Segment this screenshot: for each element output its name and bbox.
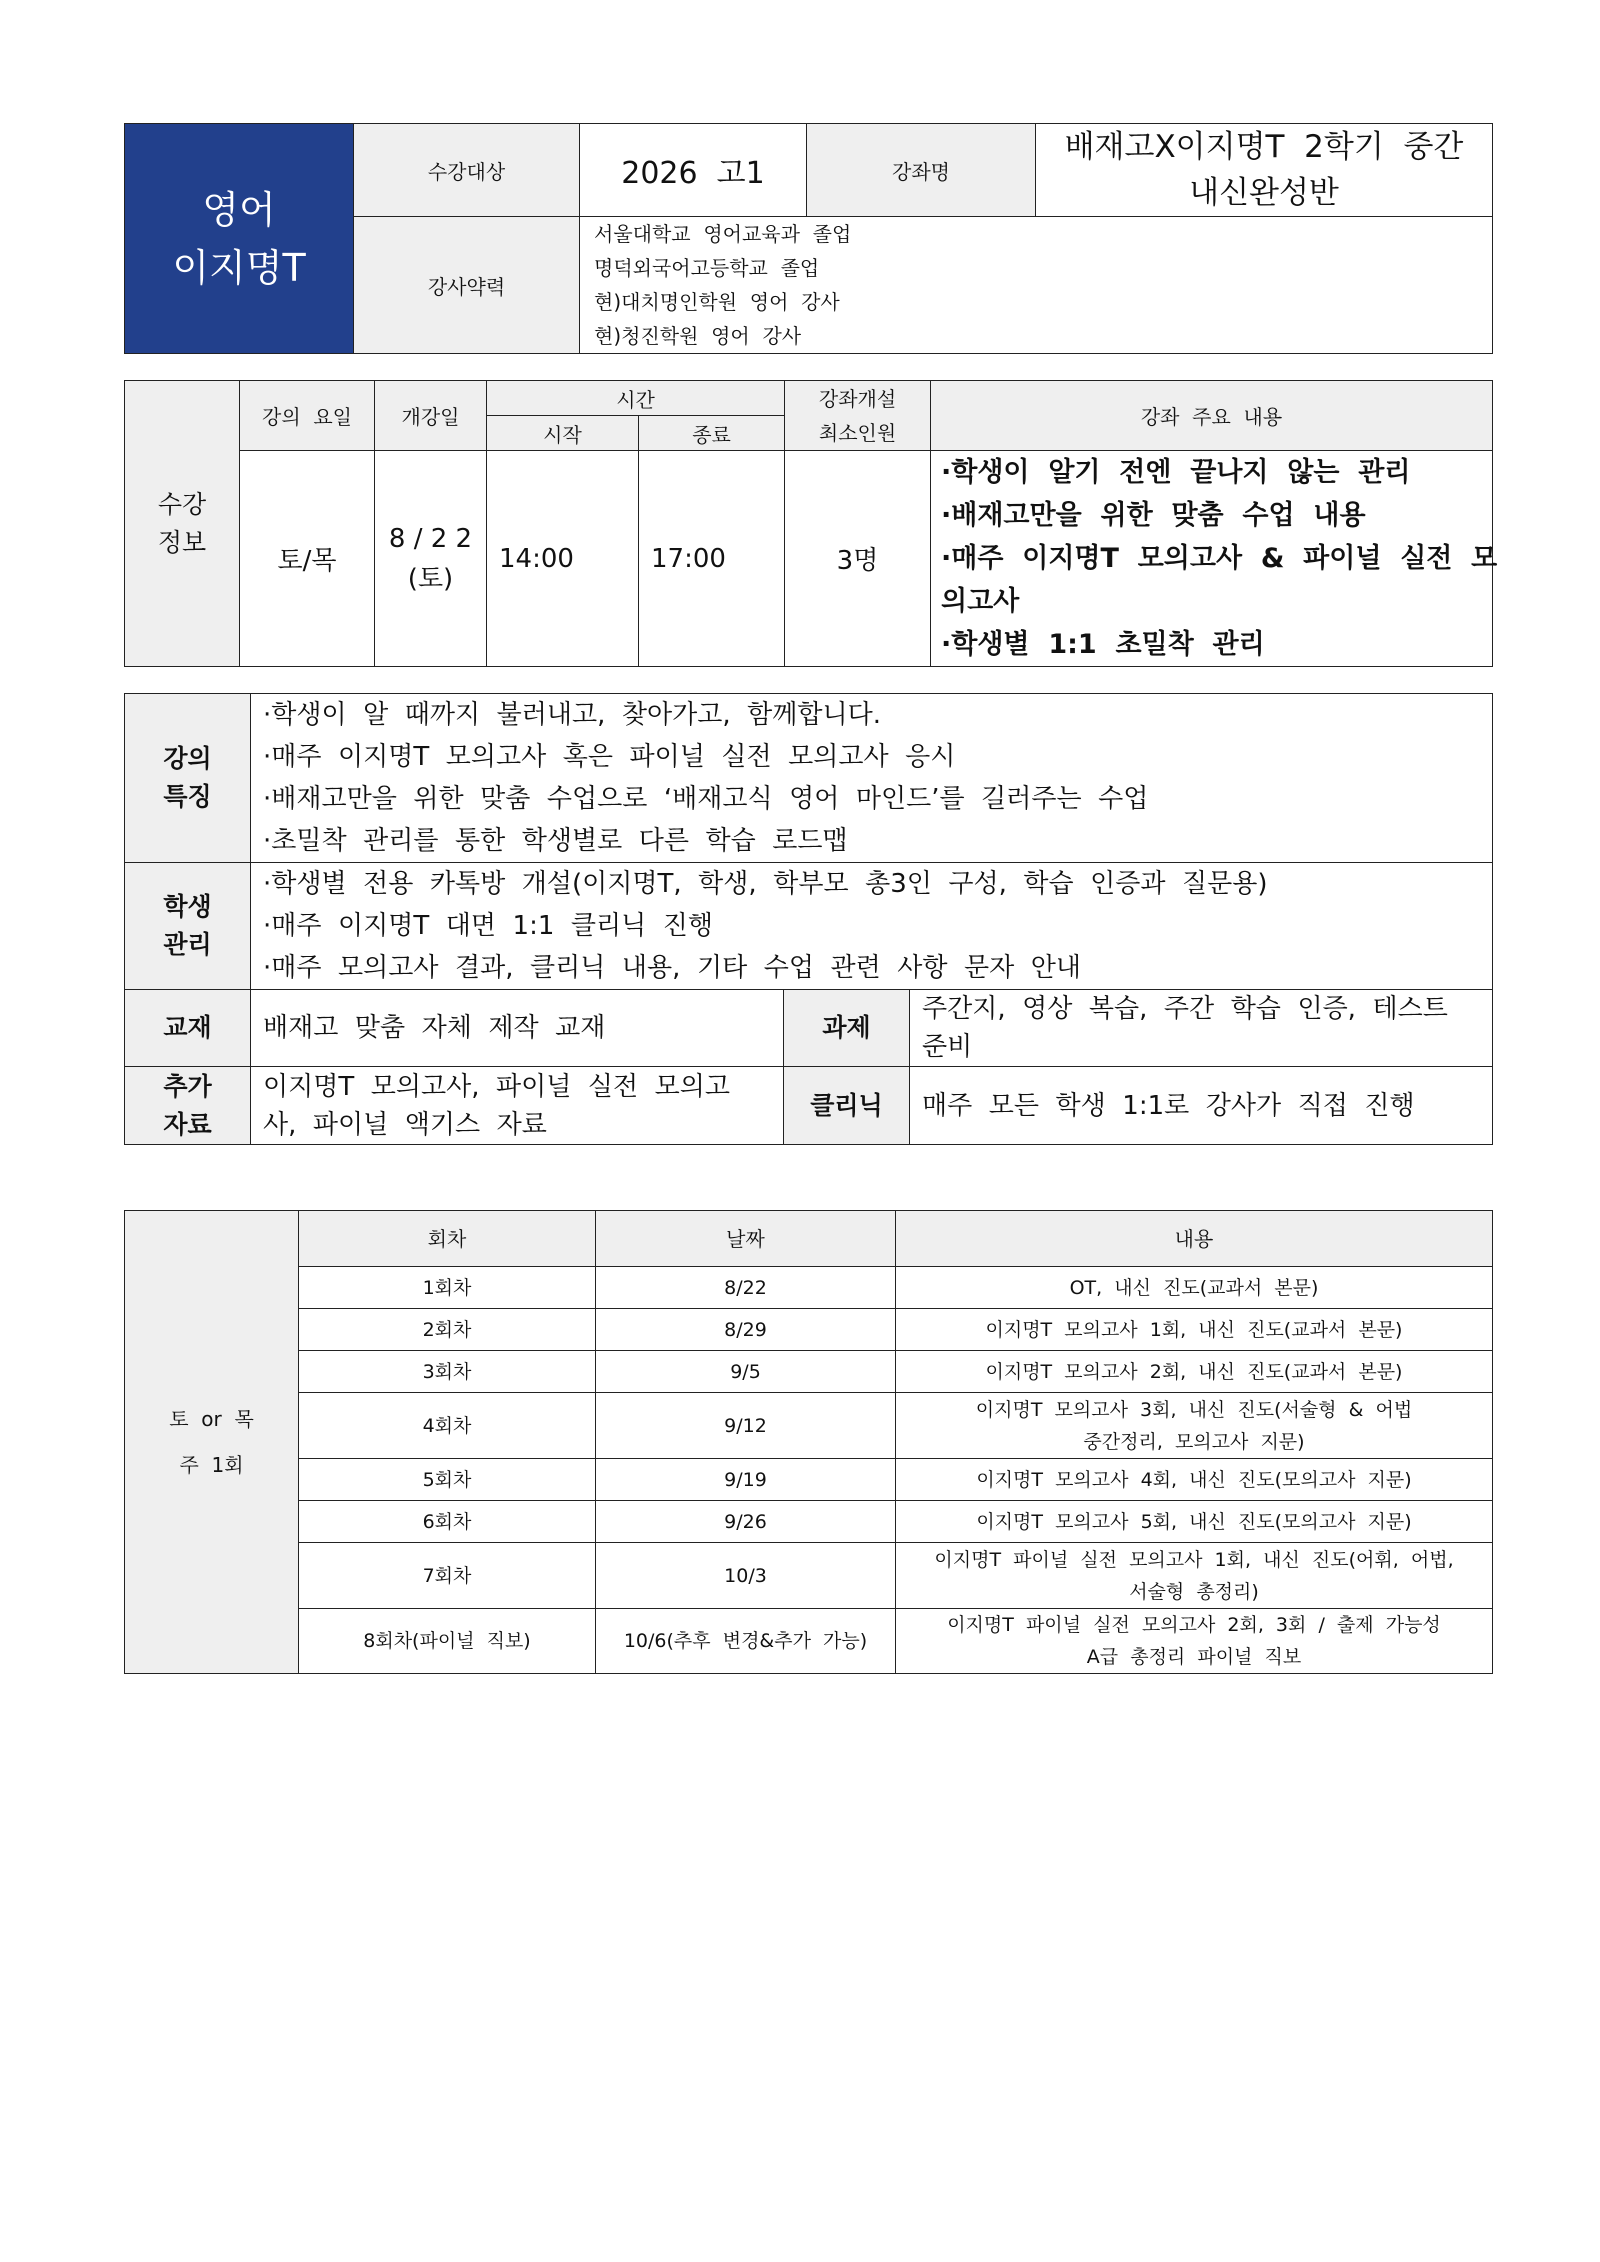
frequency-line2: 주 1회	[179, 1453, 244, 1477]
management-label-line2: 관리	[163, 930, 212, 959]
management-list	[251, 863, 1493, 990]
table-row	[125, 1393, 1493, 1459]
content-line: OT, 내신 진도(교과서 본문)	[1069, 1276, 1319, 1299]
main-content-item: ·배재고만을 위한 맞춤 수업 내용	[941, 500, 1366, 531]
management-item: ·매주 이지명T 대면 1:1 클리닉 진행	[263, 911, 714, 941]
main-content-item: ·매주 이지명T 모의고사 & 파이널 실전 모	[941, 543, 1498, 574]
career-item: 명덕외국어고등학교 졸업	[594, 256, 820, 280]
extra-label-line1: 추가	[163, 1071, 212, 1101]
brand-block	[125, 124, 354, 354]
content-line: 이지명T 파이널 실전 모의고사 1회, 내신 진도(어휘, 어법,	[934, 1548, 1454, 1571]
main-content-item: ·학생별 1:1 초밀착 관리	[941, 629, 1265, 660]
session-cell: 7회차	[299, 1543, 596, 1609]
session-cell: 4회차	[299, 1393, 596, 1459]
main-content-item: 의고사	[941, 586, 1020, 617]
table-row	[125, 1309, 1493, 1351]
col-min-line2: 최소인원	[818, 420, 897, 445]
start-time: 14:00	[487, 451, 639, 667]
session-cell: 1회차	[299, 1267, 596, 1309]
table-row	[125, 1351, 1493, 1393]
schedule-frequency-label	[125, 1211, 299, 1674]
content-line: 이지명T 파이널 실전 모의고사 2회, 3회 / 출제 가능성	[947, 1614, 1441, 1636]
course-title-line1: 배재고X이지명T 2학기 중간	[1064, 129, 1464, 165]
date-cell: 10/6(추후 변경&추가 가능)	[596, 1609, 896, 1674]
main-content	[931, 451, 1498, 667]
brand-instructor: 이지명T	[172, 245, 306, 290]
col-start: 시작	[487, 416, 639, 451]
end-time: 17:00	[639, 451, 785, 667]
career-list	[580, 217, 1493, 354]
extra-line1: 이지명T 모의고사, 파이널 실전 모의고	[263, 1071, 731, 1102]
table-row	[125, 1459, 1493, 1501]
table-row	[125, 1609, 1493, 1674]
col-min-line1: 강좌개설	[818, 386, 897, 411]
course-info-table	[124, 380, 1498, 667]
content-line: 이지명T 모의고사 2회, 내신 진도(교과서 본문)	[985, 1360, 1403, 1383]
table-row	[125, 1501, 1493, 1543]
extra-line2: 사, 파이널 액기스 자료	[263, 1109, 547, 1140]
main-content-item: ·학생이 알기 전엔 끝나지 않는 관리	[941, 457, 1411, 488]
content-line: 이지명T 모의고사 3회, 내신 진도(서술형 & 어법	[975, 1398, 1413, 1421]
content-line: 중간정리, 모의고사 지문)	[1083, 1430, 1305, 1453]
col-end: 종료	[639, 416, 785, 451]
management-item: ·학생별 전용 카톡방 개설(이지명T, 학생, 학부모 총3인 구성, 학습 인증과 질문용)	[263, 869, 1268, 899]
info-section-label-line2: 정보	[157, 527, 207, 557]
info-section-label	[125, 381, 240, 667]
open-date-line2: (토)	[407, 563, 454, 594]
frequency-line1: 토 or 목	[169, 1407, 254, 1431]
content-cell	[896, 1393, 1493, 1459]
col-time: 시간	[487, 381, 785, 416]
date-cell: 8/29	[596, 1309, 896, 1351]
course-header-table	[124, 123, 1493, 354]
features-list	[251, 694, 1493, 863]
session-cell: 8회차(파이널 직보)	[299, 1609, 596, 1674]
session-cell: 6회차	[299, 1501, 596, 1543]
extra-value	[251, 1067, 784, 1145]
course-title	[1036, 124, 1493, 217]
content-line: 서술형 총정리)	[1129, 1580, 1259, 1603]
extra-label-line2: 자료	[163, 1109, 212, 1139]
open-date	[375, 451, 487, 667]
min-students: 3명	[785, 451, 931, 667]
col-open: 개강일	[375, 381, 487, 451]
content-cell	[896, 1309, 1493, 1351]
content-cell	[896, 1609, 1493, 1674]
extra-label	[125, 1067, 251, 1145]
table-row	[125, 1543, 1493, 1609]
info-section-label-line1: 수강	[157, 489, 207, 519]
features-label-line1: 강의	[163, 744, 212, 773]
textbook-label: 교재	[125, 990, 251, 1067]
col-session: 회차	[299, 1211, 596, 1267]
col-min	[785, 381, 931, 451]
col-schedule-content: 내용	[896, 1211, 1493, 1267]
open-date-line1: 8 / 2 2	[388, 523, 473, 554]
lecture-day: 토/목	[240, 451, 375, 667]
course-details-table	[124, 693, 1493, 1145]
homework-line1: 주간지, 영상 복습, 주간 학습 인증, 테스트	[922, 994, 1448, 1024]
session-cell: 5회차	[299, 1459, 596, 1501]
date-cell: 9/12	[596, 1393, 896, 1459]
career-item: 서울대학교 영어교육과 졸업	[594, 222, 852, 246]
career-item: 현)대치명인학원 영어 강사	[594, 290, 840, 314]
date-cell: 10/3	[596, 1543, 896, 1609]
table-row	[125, 1267, 1493, 1309]
management-item: ·매주 모의고사 결과, 클리닉 내용, 기타 수업 관련 사항 문자 안내	[263, 953, 1081, 983]
brand-subject: 영어	[202, 187, 276, 232]
homework-line2: 준비	[922, 1032, 973, 1062]
clinic-value: 매주 모든 학생 1:1로 강사가 직접 진행	[910, 1067, 1493, 1145]
content-line: 이지명T 모의고사 4회, 내신 진도(모의고사 지문)	[976, 1468, 1412, 1491]
col-content: 강좌 주요 내용	[931, 381, 1493, 451]
management-label-line1: 학생	[163, 892, 212, 921]
target-value: 2026 고1	[580, 124, 807, 217]
features-label-line2: 특징	[163, 782, 212, 811]
date-cell: 8/22	[596, 1267, 896, 1309]
feature-item: ·학생이 알 때까지 불러내고, 찾아가고, 함께합니다.	[263, 700, 882, 730]
management-label	[125, 863, 251, 990]
col-day: 강의 요일	[240, 381, 375, 451]
schedule-table	[124, 1210, 1493, 1674]
content-cell	[896, 1459, 1493, 1501]
date-cell: 9/26	[596, 1501, 896, 1543]
date-cell: 9/5	[596, 1351, 896, 1393]
career-item: 현)청진학원 영어 강사	[594, 324, 802, 348]
feature-item: ·매주 이지명T 모의고사 혹은 파이널 실전 모의고사 응시	[263, 742, 956, 772]
features-label	[125, 694, 251, 863]
content-line: 이지명T 모의고사 1회, 내신 진도(교과서 본문)	[985, 1318, 1403, 1341]
course-label: 강좌명	[807, 124, 1036, 217]
content-cell	[896, 1501, 1493, 1543]
content-cell	[896, 1543, 1493, 1609]
content-line: A급 총정리 파이널 직보	[1086, 1646, 1302, 1668]
session-cell: 2회차	[299, 1309, 596, 1351]
feature-item: ·배재고만을 위한 맞춤 수업으로 ‘배재고식 영어 마인드’를 길러주는 수업	[263, 784, 1149, 814]
textbook-value: 배재고 맞춤 자체 제작 교재	[251, 990, 784, 1067]
col-date: 날짜	[596, 1211, 896, 1267]
clinic-label: 클리닉	[784, 1067, 910, 1145]
date-cell: 9/19	[596, 1459, 896, 1501]
feature-item: ·초밀착 관리를 통한 학생별로 다른 학습 로드맵	[263, 826, 848, 856]
course-title-line2: 내신완성반	[1189, 175, 1339, 211]
session-cell: 3회차	[299, 1351, 596, 1393]
content-cell	[896, 1351, 1493, 1393]
homework-label: 과제	[784, 990, 910, 1067]
content-line: 이지명T 모의고사 5회, 내신 진도(모의고사 지문)	[976, 1510, 1412, 1533]
career-label: 강사약력	[354, 217, 580, 354]
content-cell	[896, 1267, 1493, 1309]
target-label: 수강대상	[354, 124, 580, 217]
homework-value	[910, 990, 1493, 1067]
